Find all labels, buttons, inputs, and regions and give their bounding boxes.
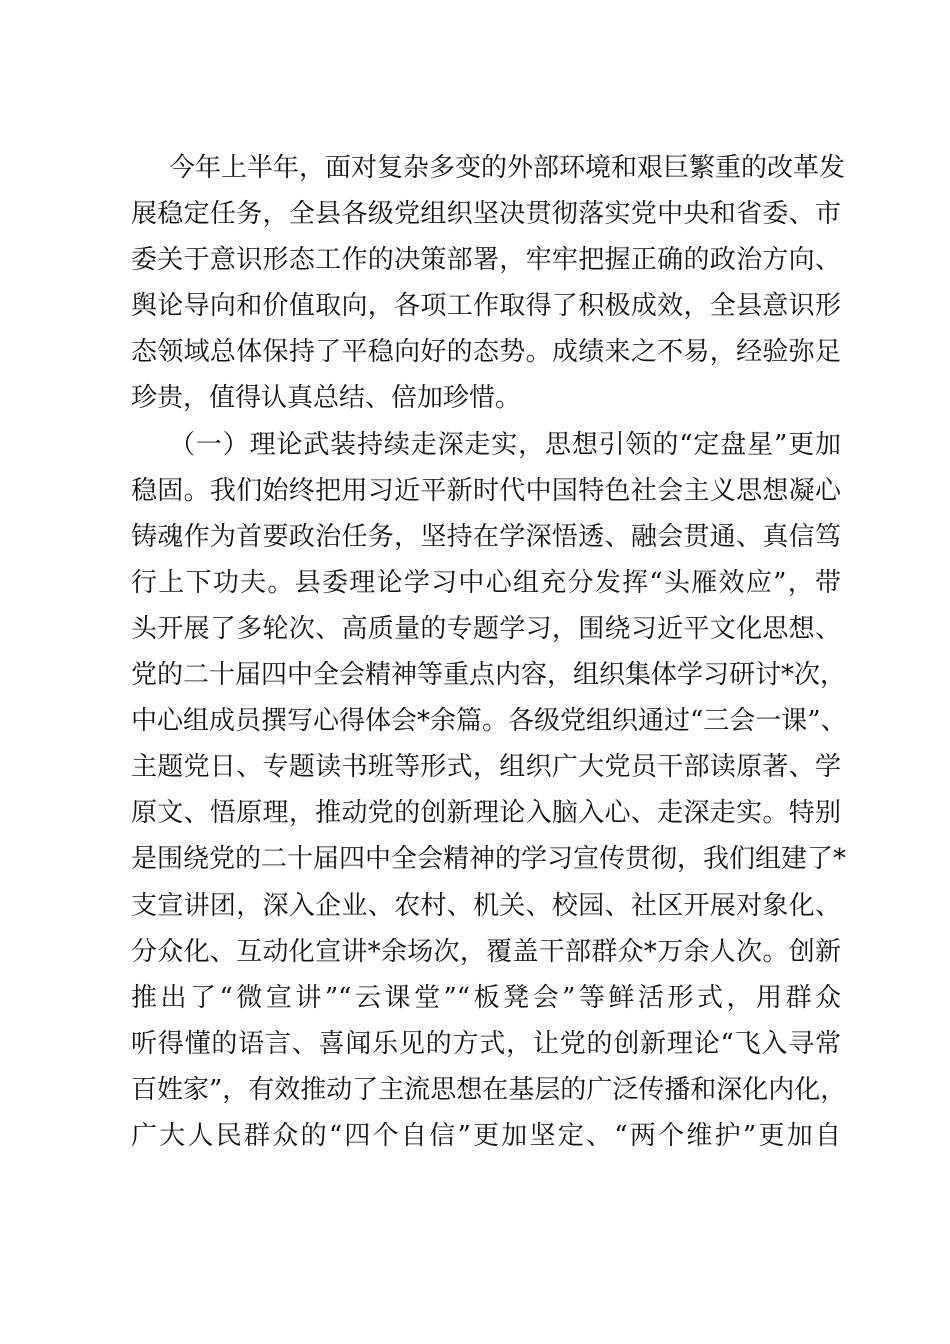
paragraph-line: 党的二十届四中全会精神等重点内容，组织集体学习研讨*次， (131, 660, 847, 691)
paragraph-line: 支宣讲团，深入企业、农村、机关、校园、社区开展对象化、 (131, 890, 841, 921)
paragraph-line: 是围绕党的二十届四中全会精神的学习宣传贯彻，我们组建了* (131, 844, 847, 875)
paragraph-line: 分众化、互动化宣讲*余场次，覆盖干部群众*万余人次。创新 (131, 936, 841, 967)
paragraph-line: 委关于意识形态工作的决策部署，牢牢把握正确的政治方向、 (131, 245, 841, 276)
document-body (131, 145, 847, 1159)
paragraph-theory (131, 422, 847, 1160)
section-heading-line: （一）理论武装持续走深走实，思想引领的“定盘星”更加 (169, 429, 841, 460)
paragraph-line: 中心组成员撰写心得体会*余篇。各级党组织通过“三会一课”、 (131, 706, 847, 737)
paragraph-line: 行上下功夫。县委理论学习中心组充分发挥“头雁效应”，带 (131, 567, 841, 598)
paragraph-line: 展稳定任务，全县各级党组织坚决贯彻落实党中央和省委、市 (131, 199, 841, 230)
paragraph-line: 态领域总体保持了平稳向好的态势。成绩来之不易，经验弥足 (131, 337, 841, 368)
paragraph-line: 原文、悟原理，推动党的创新理论入脑入心、走深走实。特别 (131, 798, 841, 829)
paragraph-line: 广大人民群众的“四个自信”更加坚定、“两个维护”更加自 (131, 1120, 841, 1151)
paragraph-line: 推出了“微宣讲”“云课堂”“板凳会”等鲜活形式，用群众 (131, 982, 841, 1013)
paragraph-line: 稳固。我们始终把用习近平新时代中国特色社会主义思想凝心 (131, 475, 841, 506)
paragraph-line: 主题党日、专题读书班等形式，组织广大党员干部读原著、学 (131, 752, 841, 783)
paragraph-line: 珍贵，值得认真总结、倍加珍惜。 (131, 383, 522, 414)
paragraph-line: 百姓家”，有效推动了主流思想在基层的广泛传播和深化内化， (131, 1074, 847, 1105)
paragraph-intro (131, 145, 846, 422)
paragraph-line: 听得懂的语言、喜闻乐见的方式，让党的创新理论“飞入寻常 (131, 1028, 841, 1059)
paragraph-line: 头开展了多轮次、高质量的专题学习，围绕习近平文化思想、 (131, 613, 841, 644)
paragraph-line: 舆论导向和价值取向，各项工作取得了积极成效，全县意识形 (131, 291, 841, 322)
paragraph-line: 铸魂作为首要政治任务，坚持在学深悟透、融会贯通、真信笃 (131, 521, 841, 552)
paragraph-line: 今年上半年，面对复杂多变的外部环境和艰巨繁重的改革发 (169, 153, 846, 183)
